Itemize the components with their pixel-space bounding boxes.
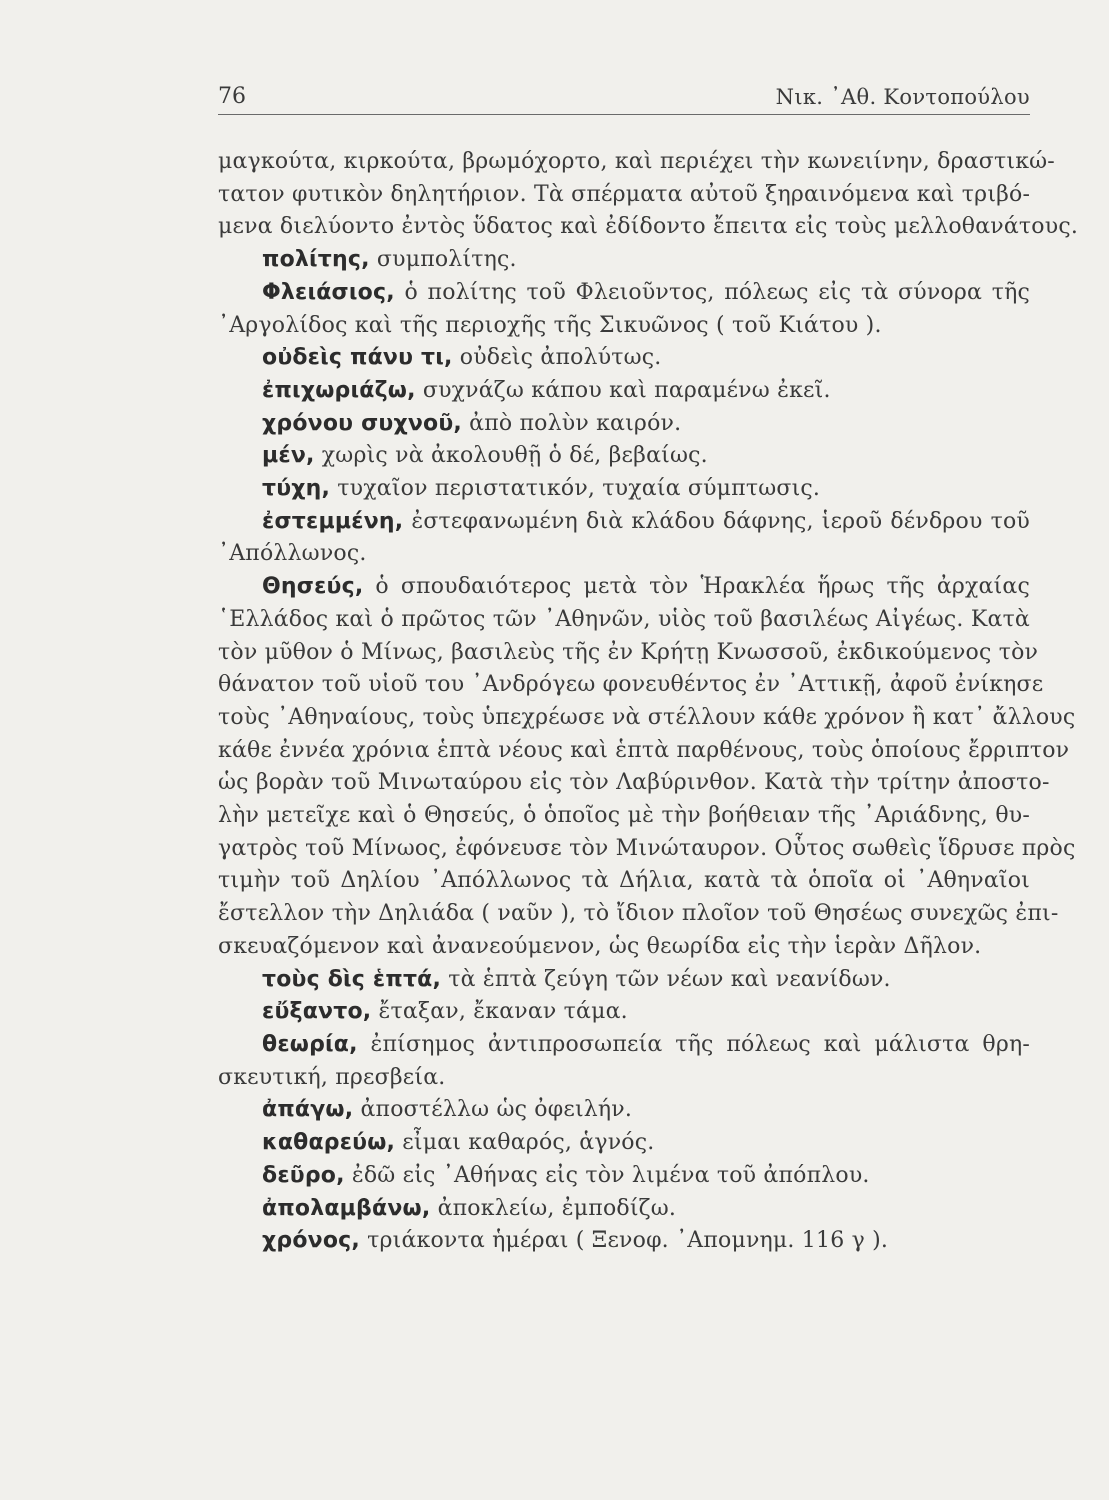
line-text: ἐδῶ εἰς ᾿Αθήνας εἰς τὸν λιμένα τοῦ ἀπόπλου. [344, 1162, 870, 1188]
text-line [218, 342, 1030, 375]
line-text: μενα διελύοντο ἐντὸς ὕδατος καὶ ἐδίδοντο ἔπειτα εἰς τοὺς μελλοθανάτους. [218, 214, 1079, 240]
glossary-term: καθαρεύω, [262, 1130, 396, 1156]
text-line [218, 931, 1030, 964]
text-line [218, 506, 1030, 539]
glossary-term: Φλειάσιος, [262, 279, 395, 305]
text-line [218, 538, 1030, 571]
line-text: σκευαζόμενον καὶ ἀνανεούμενον, ὡς θεωρίδα εἰς τὴν ἱερὰν Δῆλον. [218, 933, 982, 959]
text-line [218, 1094, 1030, 1127]
line-text: ἔταξαν, ἔκαναν τάμα. [371, 999, 628, 1025]
text-line [218, 669, 1044, 702]
glossary-term: θεωρία, [262, 1031, 358, 1057]
line-text: οὐδεὶς ἀπολύτως. [452, 345, 662, 371]
text-line [218, 702, 1076, 735]
line-text: συχνάζω κάπου καὶ παραμένω ἐκεῖ. [415, 377, 831, 403]
running-head: Νικ. ᾿Αθ. Κοντοπούλου [775, 85, 1030, 109]
line-text: χωρὶς νὰ ἀκολουθῇ ὁ δέ, βεβαίως. [314, 443, 708, 469]
text-line [218, 1062, 1030, 1095]
text-line [218, 604, 1030, 637]
glossary-term: ἀπάγω, [262, 1097, 354, 1123]
text-line [218, 375, 1030, 408]
text-line [218, 964, 1030, 997]
glossary-text [218, 146, 1079, 1258]
line-text: τιμὴν τοῦ Δηλίου ᾿Απόλλωνος τὰ Δήλια, κατὰ τὰ ὁποῖα οἱ ᾿Αθηναῖοι [218, 868, 1030, 894]
text-line [218, 1193, 1030, 1226]
line-text: ἀπὸ πολὺν καιρόν. [461, 410, 682, 436]
line-text: ῾Ελλάδος καὶ ὁ πρῶτος τῶν ᾿Αθηνῶν, υἱὸς τοῦ βασιλέως Αἰγέως. Κατὰ [218, 606, 1030, 632]
glossary-term: εὔξαντο, [262, 999, 372, 1025]
line-text: ἀποκλείω, ἐμποδίζω. [430, 1195, 677, 1221]
line-text: τριάκοντα ἡμέραι ( Ξενοφ. ᾿Απομνημ. 116 γ ). [359, 1228, 889, 1254]
line-text: σκευτική, πρεσβεία. [218, 1064, 446, 1090]
text-line [218, 473, 1030, 506]
line-text: τοὺς ᾿Αθηναίους, τοὺς ὑπεχρέωσε νὰ στέλλουν κάθε χρόνον ἢ κατ᾿ ἄλλους [218, 704, 1076, 730]
line-text: ἐπίσημος ἀντιπροσωπεία τῆς πόλεως καὶ μάλιστα θρη- [357, 1031, 1030, 1057]
line-text: εἶμαι καθαρός, ἁγνός. [395, 1130, 655, 1156]
line-text: γατρὸς τοῦ Μίνωος, ἐφόνευσε τὸν Μινώταυρον. Οὗτος σωθεὶς ἵδρυσε πρὸς [218, 835, 1076, 861]
page-header [218, 82, 1030, 115]
text-line [218, 1127, 1030, 1160]
glossary-term: ἐστεμμένη, [262, 508, 404, 534]
text-line [218, 1029, 1030, 1062]
line-text: ὁ πολίτης τοῦ Φλειοῦντος, πόλεως εἰς τὰ σύνορα τῆς [394, 279, 1030, 305]
line-text: ὁ σπουδαιότερος μετὰ τὸν Ἡρακλέα ἥρως τῆς ἀρχαίας [363, 574, 1030, 600]
text-line [218, 310, 1030, 343]
text-line [218, 767, 1050, 800]
glossary-term: Θησεύς, [262, 574, 364, 600]
glossary-term: τοὺς δὶς ἑπτά, [262, 966, 442, 992]
line-text: ἔστελλον τὴν Δηλιάδα ( ναῦν ), τὸ ἴδιον πλοῖον τοῦ Θησέως συνεχῶς ἐπι- [218, 901, 1059, 927]
glossary-term: πολίτης, [262, 247, 370, 273]
page-number: 76 [218, 84, 246, 109]
text-line [218, 637, 1039, 670]
line-text: τὰ ἑπτὰ ζεύγη τῶν νέων καὶ νεανίδων. [441, 966, 891, 992]
text-line [218, 277, 1030, 310]
glossary-term: τύχη, [262, 476, 331, 502]
text-line [218, 735, 1070, 768]
text-line [218, 898, 1059, 931]
glossary-term: ἐπιχωριάζω, [262, 377, 416, 403]
text-line [218, 408, 1030, 441]
line-text: λὴν μετεῖχε καὶ ὁ Θησεύς, ὁ ὁποῖος μὲ τὴν βοήθειαν τῆς ᾿Αριάδνης, θυ- [218, 803, 1030, 829]
text-line [218, 800, 1030, 833]
line-text: ᾿Απόλλωνος. [218, 541, 367, 567]
line-text: ὡς βορὰν τοῦ Μινωταύρου εἰς τὸν Λαβύρινθον. Κατὰ τὴν τρίτην ἀποστο- [218, 770, 1050, 796]
glossary-term: ἀπολαμβάνω, [262, 1195, 431, 1221]
line-text: τυχαῖον περιστατικόν, τυχαία σύμπτωσις. [330, 476, 821, 502]
text-line [218, 1225, 1030, 1258]
text-line [218, 440, 1030, 473]
line-text: ἀποστέλλω ὡς ὀφειλήν. [353, 1097, 633, 1123]
text-line [218, 865, 1030, 898]
line-text: τὸν μῦθον ὁ Μίνως, βασιλεὺς τῆς ἐν Κρήτῃ Κνωσσοῦ, ἐκδικούμενος τὸν [218, 639, 1039, 665]
glossary-term: δεῦρο, [262, 1162, 345, 1188]
text-line [218, 211, 1079, 244]
glossary-term: χρόνου συχνοῦ, [262, 410, 462, 436]
text-line [218, 244, 1030, 277]
text-line [218, 996, 1030, 1029]
text-line [218, 179, 1030, 212]
text-line [218, 833, 1076, 866]
glossary-term: μέν, [262, 443, 315, 469]
line-text: ᾿Αργολίδος καὶ τῆς περιοχῆς τῆς Σικυῶνος ( τοῦ Κιάτου ). [218, 312, 882, 338]
text-line [218, 1160, 1030, 1193]
line-text: κάθε ἐννέα χρόνια ἑπτὰ νέους καὶ ἑπτὰ παρθένους, τοὺς ὁποίους ἔρριπτον [218, 737, 1070, 763]
line-text: ἐστεφανωμένη διὰ κλάδου δάφνης, ἱεροῦ δένδρου τοῦ [403, 508, 1030, 534]
glossary-term: οὐδεὶς πάνυ τι, [262, 345, 453, 371]
line-text: συμπολίτης. [369, 247, 517, 273]
line-text: μαγκούτα, κιρκούτα, βρωμόχορτο, καὶ περιέχει τὴν κωνειίνην, δραστικώ- [218, 149, 1055, 174]
line-text: τατον φυτικὸν δηλητήριον. Τὰ σπέρματα αὐτοῦ ξηραινόμενα καὶ τριβό- [218, 181, 1031, 207]
text-line [218, 146, 1055, 179]
glossary-term: χρόνος, [262, 1228, 360, 1254]
text-line [218, 571, 1030, 604]
line-text: θάνατον τοῦ υἱοῦ του ᾿Ανδρόγεω φονευθέντος ἐν ᾿Αττικῇ, ἀφοῦ ἐνίκησε [218, 672, 1044, 698]
